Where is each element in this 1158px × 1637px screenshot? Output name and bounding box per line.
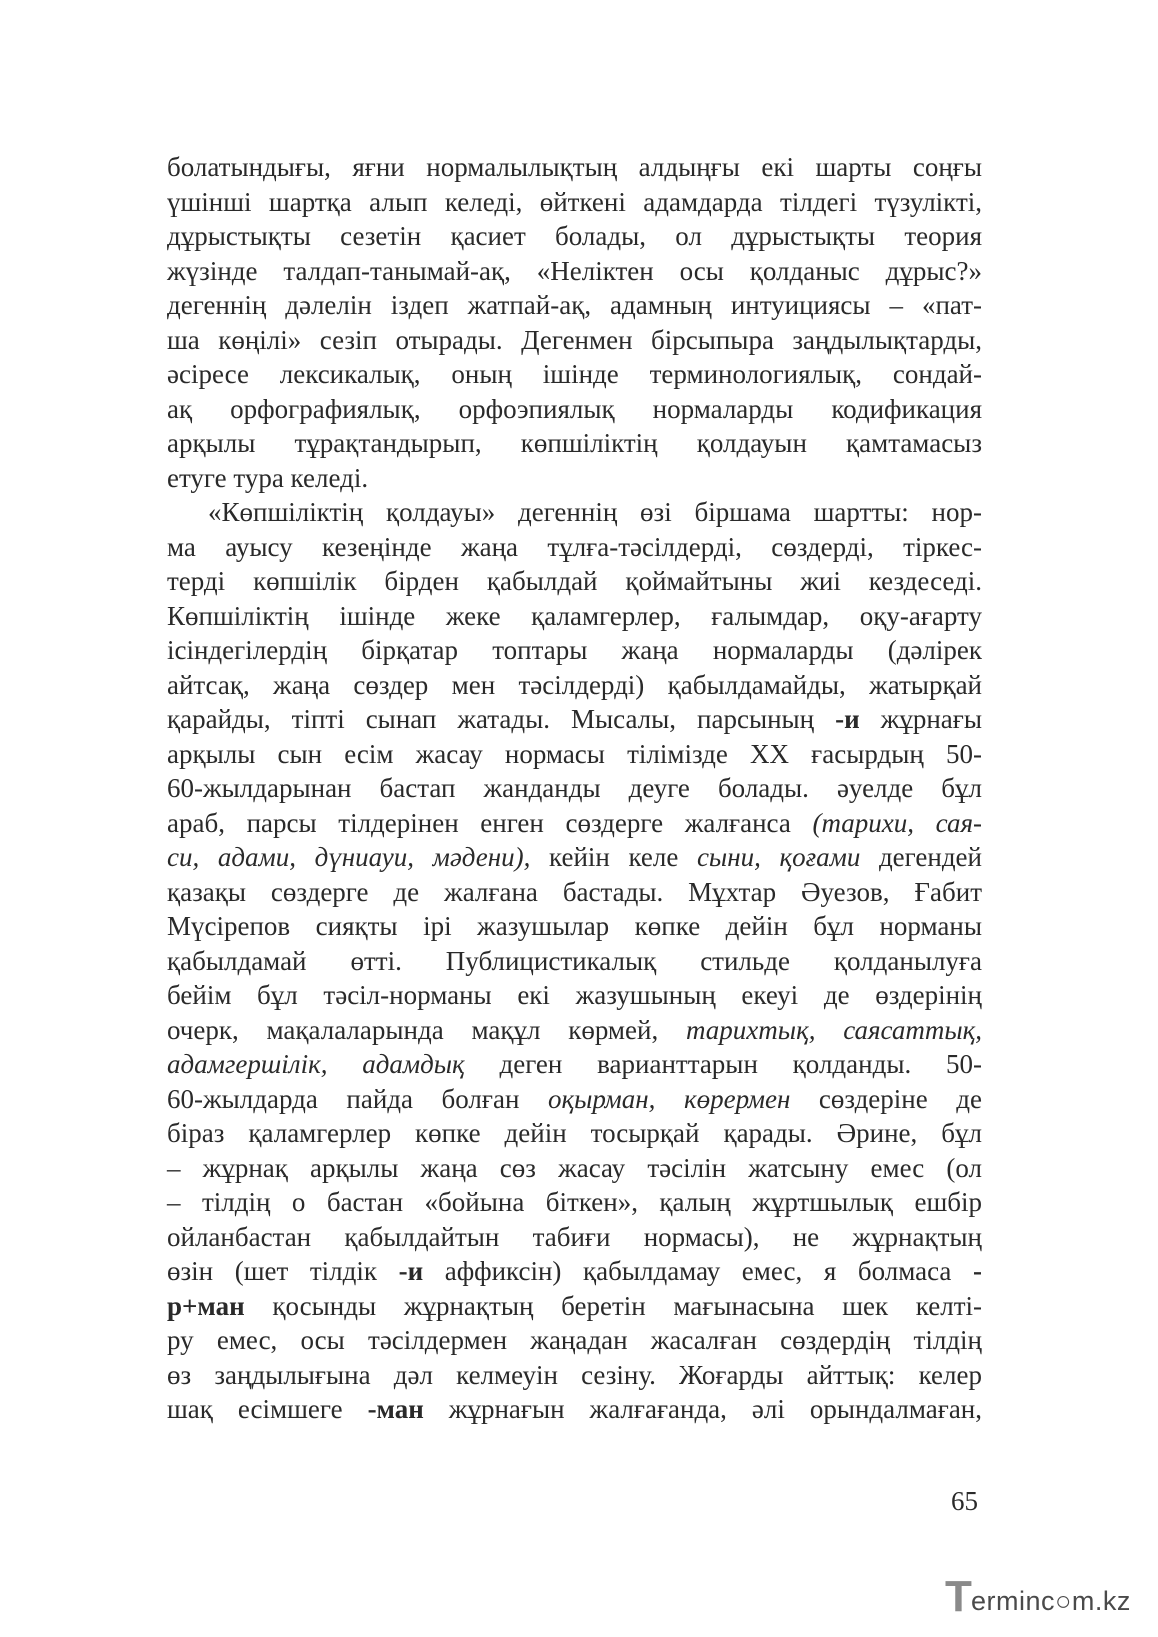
text-line: [167, 254, 982, 289]
text-segment: кейін келе: [530, 842, 697, 872]
text-segment: – тілдің о бастан «бойына біткен», қалың жұртшылық ешбір: [167, 1187, 982, 1217]
text-segment: біраз қаламгерлер көпке дейін тосырқай қарады. Әрине, бұл: [167, 1118, 982, 1148]
text-line: [167, 1323, 982, 1358]
bold-affix: р+ман: [167, 1290, 245, 1321]
text-line: [167, 1185, 982, 1220]
bold-affix: -и: [398, 1256, 424, 1286]
text-segment: жұрнағын жалғағанда, әлі орындалмаған,: [423, 1394, 982, 1424]
site-watermark-logo: [945, 1572, 1145, 1622]
text-segment: ма ауысу кезеңінде жаңа тұлға-тәсілдерді, сөздерді, тіркес-: [167, 531, 982, 562]
text-segment: жұрнағы: [859, 704, 982, 734]
text-segment: сөздеріне де: [790, 1083, 983, 1114]
text-line: [167, 668, 982, 703]
text-segment: арқылы сын есім жасау нормасы тілімізде ХХ ғасырдың 50-: [167, 738, 982, 769]
text-segment: – жұрнақ арқылы жаңа сөз жасау тәсілін жатсыну емес (ол: [167, 1152, 982, 1183]
text-segment: өз заңдылығына дәл келмеуін сезіну. Жоғарды айттық: келер: [167, 1359, 982, 1390]
text-segment: 60-жылдарынан бастап жанданды деуге болады. әуелде бұл: [167, 773, 982, 803]
text-line: [167, 1392, 982, 1427]
italic-term: тарихтық, саясаттық,: [685, 1014, 983, 1045]
text-segment: етуге тура келеді.: [167, 462, 369, 493]
italic-term: (тарихи, сая-: [812, 807, 982, 838]
text-segment: Мүсірепов сияқты ірі жазушылар көпке дейін бұл норманы: [167, 911, 982, 941]
text-line: [167, 219, 982, 254]
text-line: [167, 461, 982, 496]
text-segment: дегендей: [860, 842, 982, 872]
text-segment: қарайды, тіпті сынап жатады. Мысалы, парсының: [167, 704, 836, 734]
text-segment: ақ орфографиялық, орфоэпиялық нормаларды кодификация: [167, 393, 982, 424]
text-line: [167, 495, 982, 530]
watermark-o-glyph: ○: [1055, 1586, 1072, 1616]
text-line: [167, 392, 982, 427]
text-line: [167, 323, 982, 358]
text-segment: шақ есімшеге: [167, 1394, 368, 1424]
text-line: [167, 1220, 982, 1255]
text-segment: «Көпшіліктің қолдауы» дегеннің өзі біршама шартты: нор-: [208, 497, 982, 527]
text-segment: бейім бұл тәсіл-норманы екі жазушының екеуі де өздерінің: [167, 980, 982, 1010]
text-line: [167, 1082, 982, 1117]
text-segment: ша көңілі» сезіп отырады. Дегенмен бірсыпыра заңдылықтарды,: [167, 324, 982, 355]
text-segment: болатындығы, яғни нормалылықтың алдыңғы екі шарты соңғы: [167, 152, 982, 182]
bold-affix: -: [973, 1256, 982, 1286]
italic-term: адамгершілік, адамдық: [167, 1049, 465, 1079]
text-segment: қазақы сөздерге де жалғана бастады. Мұхтар Әуезов, Ғабит: [167, 876, 982, 907]
text-line: [167, 1151, 982, 1186]
text-line: [167, 357, 982, 392]
text-segment: үшінші шартқа алып келеді, өйткені адамдарда тілдегі түзулікті,: [167, 186, 982, 217]
watermark-t-letter: T: [945, 1572, 972, 1621]
text-segment: қосынды жұрнақтың беретін мағынасына шек келті-: [244, 1290, 982, 1321]
text-line: [167, 426, 982, 461]
text-segment: дұрыстықты сезетін қасиет болады, ол дұрыстықты теория: [167, 221, 982, 251]
text-line: [167, 185, 982, 220]
text-line: [167, 771, 982, 806]
text-segment: 60-жылдарда пайда болған: [167, 1083, 548, 1114]
text-line: [167, 1358, 982, 1393]
bold-affix: -ман: [367, 1394, 424, 1424]
text-segment: жүзінде талдап-танымай-ақ, «Неліктен осы қолданыс дұрыс?»: [167, 255, 982, 286]
text-line: [167, 806, 982, 841]
text-line: [167, 1116, 982, 1151]
text-line: [167, 564, 982, 599]
text-line: [167, 288, 982, 323]
text-line: [167, 737, 982, 772]
watermark-text-start: erminc: [971, 1586, 1056, 1616]
text-line: [167, 633, 982, 668]
text-line: [167, 909, 982, 944]
italic-term: си, адами, дүниауи, мәдени),: [167, 842, 531, 872]
text-line: [167, 875, 982, 910]
text-segment: ісіндегілердің бірқатар топтары жаңа нормаларды (дәлірек: [167, 635, 982, 665]
text-segment: арқылы тұрақтандырып, көпшіліктің қолдауын қамтамасыз: [167, 428, 982, 458]
text-line: [167, 978, 982, 1013]
text-line: [167, 1254, 982, 1289]
text-segment: деген варианттарын қолданды. 50-: [464, 1049, 982, 1079]
text-segment: дегеннің дәлелін іздеп жатпай-ақ, адамның интуициясы – «пат-: [167, 290, 982, 320]
text-line: [167, 1047, 982, 1082]
italic-term: оқырман, көрермен: [547, 1083, 791, 1114]
italic-term: сыни, қоғами: [696, 842, 861, 872]
text-line: [167, 702, 982, 737]
text-segment: Көпшіліктің ішінде жеке қаламгерлер, ғалымдар, оқу-ағарту: [167, 600, 982, 631]
text-line: [167, 840, 982, 875]
text-line: [167, 599, 982, 634]
watermark-text-end: m.kz: [1071, 1586, 1131, 1616]
text-segment: ру емес, осы тәсілдермен жаңадан жасалған сөздердің тілдің: [167, 1325, 982, 1355]
text-line: [167, 944, 982, 979]
text-line: [167, 150, 982, 185]
page-number: 65: [951, 1486, 978, 1516]
text-segment: өзін (шет тілдік: [167, 1256, 399, 1286]
text-segment: аффиксін) қабылдамау емес, я болмаса: [423, 1256, 973, 1286]
text-segment: очерк, мақалаларында мақұл көрмей,: [167, 1014, 686, 1045]
watermark-text: [971, 1586, 1131, 1617]
text-segment: терді көпшілік бірден қабылдай қоймайтыны жиі кездеседі.: [167, 566, 982, 596]
text-segment: айтсақ, жаңа сөздер мен тәсілдерді) қабылдамайды, жатырқай: [167, 669, 982, 700]
text-segment: әсіресе лексикалық, оның ішінде терминологиялық, сондай-: [167, 359, 982, 389]
text-segment: қабылдамай өтті. Публицистикалық стильде қолданылуға: [167, 945, 982, 976]
text-line: [167, 1013, 982, 1048]
text-segment: ойланбастан қабылдайтын табиғи нормасы), не жұрнақтың: [167, 1221, 982, 1252]
bold-affix: -и: [835, 704, 860, 734]
text-line: [167, 1289, 982, 1324]
body-text: [167, 150, 982, 1427]
text-line: [167, 530, 982, 565]
text-segment: араб, парсы тілдерінен енген сөздерге жалғанса: [167, 807, 813, 838]
